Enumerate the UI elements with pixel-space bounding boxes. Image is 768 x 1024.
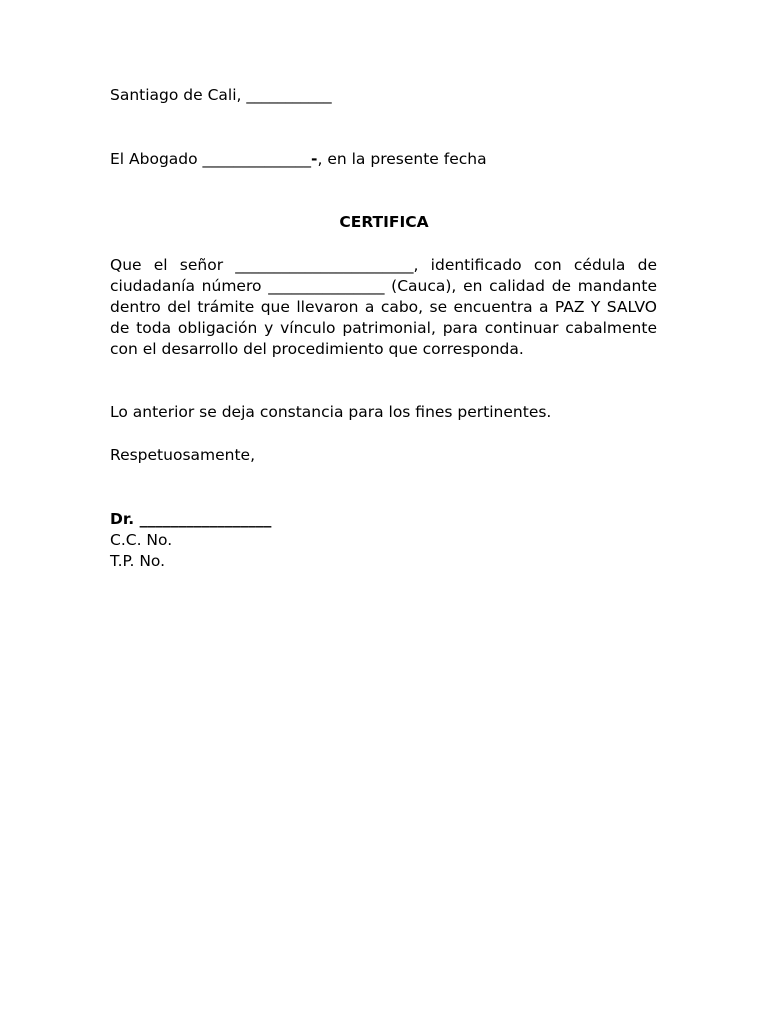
signature-name: Dr. _________________ [110,510,272,528]
place-date-line: Santiago de Cali, ___________ [110,86,332,104]
lawyer-line [110,149,487,170]
lawyer-line-end: , en la presente fecha [317,150,487,168]
signature-tp: T.P. No. [110,552,166,570]
certification-paragraph: Que el señor _______________________, identificado con cédula de ciudadanía número _______________ (Cauca), en calidad de mandante dentro del trámite que llevaron a cabo, se encuentra a PAZ Y SALVO de toda obligación y vínculo patrimonial, para continuar cabalmente con el desarrollo del procedimiento que corresponda. [110,256,657,358]
closing-salutation: Respetuosamente, [110,446,256,464]
lawyer-line-start: El Abogado ______________ [110,150,312,168]
signature-cc: C.C. No. [110,531,173,549]
constancy-paragraph: Lo anterior se deja constancia para los fines pertinentes. [110,403,552,421]
document-title: CERTIFICA [339,213,429,231]
lawyer-line-dash: - [311,150,318,168]
